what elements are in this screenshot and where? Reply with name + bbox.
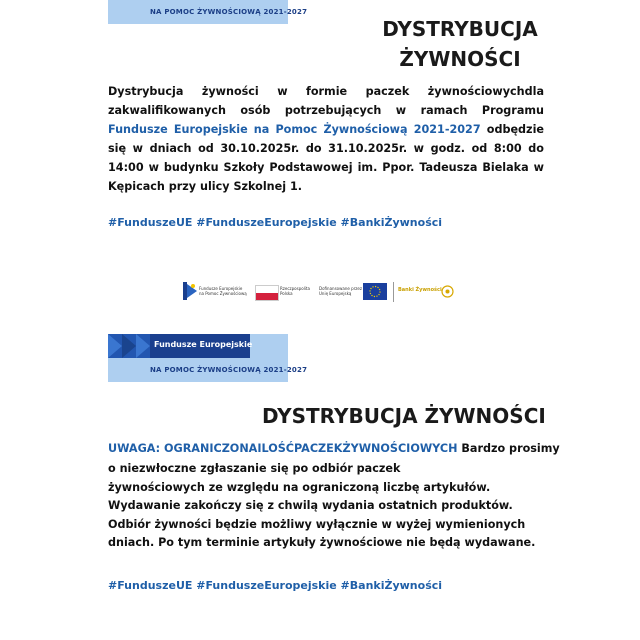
poland-flag-icon (255, 285, 279, 301)
page-title-bottom: DYSTRYBUCJA ŻYWNOŚCI (262, 404, 546, 428)
paragraph-text-start: Dystrybucja żywności w formie paczek żywnościowychdla zakwalifikowanych osób potrzebujących w ramach Programu (108, 85, 544, 117)
notice-tail: Bardzo prosimy (457, 442, 560, 455)
hashtags-bottom: #FunduszeUE #FunduszeEuropejskie #BankiŻywności (108, 579, 443, 592)
title-line-2: ŻYWNOŚCI (399, 47, 521, 71)
fe-logo-line2: na Pomoc Żywnościową (199, 291, 247, 296)
notice-paragraph (108, 440, 560, 552)
notice-line: żywnościowych ze względu na ograniczoną liczbę artykułów. (108, 480, 491, 494)
eu-logo-line1: Dofinansowane przez (319, 286, 362, 291)
eu-flag-icon (363, 283, 387, 300)
top-banner-subtitle: NA POMOC ŻYWNOŚCIOWĄ 2021-2027 (150, 8, 308, 16)
notice-line: Odbiór żywności będzie możliwy wyłącznie w wyżej wymienionych (108, 517, 526, 531)
bz-logo-icon (441, 285, 454, 298)
bottom-banner-title: Fundusze Europejskie (154, 340, 253, 349)
banner-pattern-icon (108, 334, 150, 358)
title-line-1: DYSTRYBUCJA (382, 17, 538, 41)
logo-strip (183, 280, 455, 304)
rp-logo-line1: Rzeczpospolita (280, 286, 310, 291)
page-title-top (360, 14, 560, 74)
hashtags-top: #FunduszeUE #FunduszeEuropejskie #BankiŻywności (108, 216, 443, 229)
bottom-banner (108, 334, 308, 382)
bottom-banner-subtitle: NA POMOC ŻYWNOŚCIOWĄ 2021-2027 (150, 366, 308, 374)
notice-line: Wydawanie zakończy się z chwilą wydania ostatnich produktów. (108, 499, 513, 513)
logo-divider (393, 282, 394, 302)
notice-label: UWAGA: OGRANICZONAILOŚĆPACZEKŻYWNOŚCIOWYCH (108, 442, 458, 455)
fe-logo-icon (183, 282, 197, 300)
paragraph-text-end: odbędzie się w dniach od 30.10.2025r. do 31.10.2025r. w godz. od 8:00 do 14:00 w budynku Szkoły Podstawowej im. Ppor. Tadeusza Bielaka w Kępicach przy ulicy Szkolnej 1. (108, 123, 544, 193)
top-banner (108, 0, 308, 24)
fe-logo-line1: Fundusze Europejskie (199, 286, 243, 291)
eu-logo-line2: Unię Europejską (319, 291, 352, 296)
notice-line: o niezwłoczne zgłaszanie się po odbiór paczek (108, 462, 401, 476)
notice-line: dniach. Po tym terminie artykuły żywnościowe nie będą wydawane. (108, 536, 536, 550)
announcement-paragraph (108, 82, 544, 196)
rp-logo-line2: Polska (280, 291, 293, 296)
program-name-link: Fundusze Europejskie na Pomoc Żywnościową 2021-2027 (108, 123, 481, 136)
bz-logo-name: Banki Żywności (398, 287, 442, 293)
